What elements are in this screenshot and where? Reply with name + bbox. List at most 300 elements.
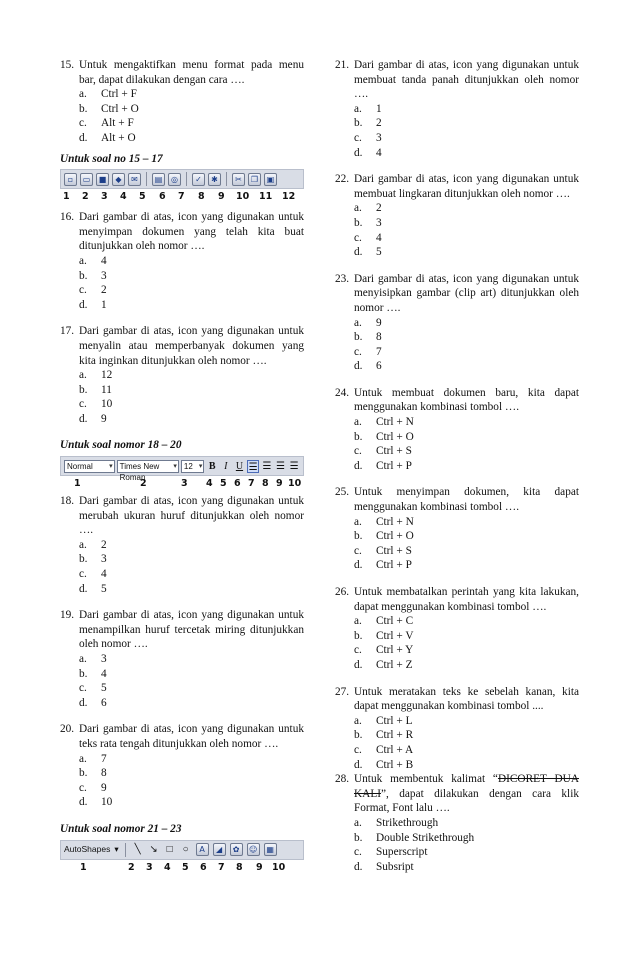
question-number: 23. xyxy=(335,272,350,285)
question-text xyxy=(354,772,579,816)
question-number: 24. xyxy=(335,386,350,399)
number-label: 12 xyxy=(282,191,296,203)
line-icon: ╲ xyxy=(134,844,141,856)
option-letter: c. xyxy=(354,644,362,657)
left-column xyxy=(60,58,304,875)
option-letter: c. xyxy=(79,568,87,581)
option-text: Ctrl + A xyxy=(376,743,414,756)
option-letter: c. xyxy=(79,284,87,297)
option-text: 3 xyxy=(101,653,107,665)
option-a xyxy=(79,368,304,383)
option-c xyxy=(79,397,304,412)
option-text: Ctrl + Z xyxy=(376,658,413,671)
option-text: 3 xyxy=(101,269,107,282)
question-number: 16. xyxy=(60,211,75,224)
option-letter: c. xyxy=(79,781,87,794)
question-number: 21. xyxy=(335,59,350,71)
number-label: 9 xyxy=(218,191,225,203)
question-text: Untuk membuat dokumen baru, kita dapat menggunakan kombinasi tombol …. xyxy=(354,386,579,414)
option-text: 9 xyxy=(101,412,107,425)
option-text: 2 xyxy=(101,538,107,551)
option-c xyxy=(79,283,304,298)
option-text: Strikethrough xyxy=(376,816,439,829)
formatting-toolbar-image xyxy=(60,456,304,482)
number-label: 6 xyxy=(159,191,166,203)
option-letter: b. xyxy=(354,430,363,443)
number-label: 8 xyxy=(236,861,243,873)
question-27 xyxy=(335,685,579,773)
option-c xyxy=(354,345,579,360)
question-number: 22. xyxy=(335,173,350,186)
option-text: 3 xyxy=(376,131,382,144)
option-a xyxy=(354,515,579,530)
option-b xyxy=(79,102,304,117)
question-text: Untuk meratakan teks ke sebelah kanan, kita dapat menggunakan kombinasi tombol .... xyxy=(354,685,579,713)
number-label: 8 xyxy=(198,191,205,203)
option-a xyxy=(354,614,579,629)
option-text: Ctrl + P xyxy=(376,559,412,572)
option-text: Superscript xyxy=(376,846,428,859)
save-disk-icon: ■ xyxy=(96,173,109,186)
option-a xyxy=(354,102,579,117)
section-heading-15-17: Untuk soal no 15 – 17 xyxy=(60,152,163,165)
option-text: Ctrl + S xyxy=(376,445,412,458)
option-b xyxy=(79,383,304,398)
option-text: Ctrl + N xyxy=(376,416,414,429)
toolbar1-number-labels xyxy=(60,189,304,204)
option-b xyxy=(354,728,579,743)
number-label: 7 xyxy=(248,478,255,490)
option-letter: c. xyxy=(354,345,362,358)
options-list xyxy=(354,614,579,672)
option-c xyxy=(79,681,304,696)
rectangle-icon: □ xyxy=(166,844,173,856)
option-text: 5 xyxy=(376,246,382,259)
option-text: Alt + O xyxy=(101,131,136,144)
option-text: Alt + F xyxy=(101,117,134,130)
struck-text: DICORET DUA KALI xyxy=(354,773,579,800)
option-d xyxy=(354,758,579,773)
option-text: 4 xyxy=(101,667,107,680)
number-label: 1 xyxy=(63,191,70,203)
option-c xyxy=(354,845,579,860)
option-c xyxy=(354,131,579,146)
option-a xyxy=(354,816,579,831)
option-text: 9 xyxy=(101,781,107,794)
toolbar-separator xyxy=(146,172,147,186)
option-letter: c. xyxy=(79,682,87,695)
options-list xyxy=(79,652,304,710)
copy-icon: ❐ xyxy=(248,173,261,186)
question-number: 26. xyxy=(335,586,350,598)
options-list xyxy=(354,816,579,874)
option-letter: a. xyxy=(79,254,87,267)
option-text: 4 xyxy=(376,146,382,159)
question-25 xyxy=(335,485,579,573)
option-letter: a. xyxy=(79,369,87,382)
option-c xyxy=(354,743,579,758)
number-label: 10 xyxy=(236,191,250,203)
question-number: 28. xyxy=(335,773,350,786)
option-a xyxy=(354,316,579,331)
open-folder-icon: ▭ xyxy=(80,173,93,186)
option-d xyxy=(79,582,304,597)
option-b xyxy=(79,766,304,781)
paste-icon: ▣ xyxy=(264,173,277,186)
toolbar3-number-labels xyxy=(60,860,304,875)
option-letter: a. xyxy=(354,416,362,429)
option-letter: b. xyxy=(354,831,363,844)
section-heading-18-20: Untuk soal nomor 18 – 20 xyxy=(60,439,182,452)
option-b xyxy=(79,269,304,284)
option-b xyxy=(354,330,579,345)
question-16 xyxy=(60,210,304,312)
option-text: 3 xyxy=(376,216,382,229)
option-letter: d. xyxy=(79,796,88,809)
option-letter: a. xyxy=(79,653,87,665)
option-a xyxy=(79,752,304,767)
option-text: 6 xyxy=(101,696,107,709)
font-dropdown: Times New Roman ▾ xyxy=(117,460,179,473)
option-text: 4 xyxy=(376,231,382,244)
options-list xyxy=(79,752,304,810)
option-c xyxy=(354,544,579,559)
oval-icon: ○ xyxy=(182,844,189,856)
option-letter: c. xyxy=(354,131,362,144)
question-28 xyxy=(335,772,579,874)
section-heading-21-23: Untuk soal nomor 21 – 23 xyxy=(60,822,182,835)
option-text: Ctrl + N xyxy=(376,515,414,528)
question-text: Untuk membatalkan perintah yang kita lakukan, dapat menggunakan kombinasi tombol …. xyxy=(354,586,579,613)
question-number: 15. xyxy=(60,59,75,71)
number-label: 6 xyxy=(200,861,207,873)
option-letter: d. xyxy=(79,582,88,595)
option-b xyxy=(79,552,304,567)
option-text: Ctrl + S xyxy=(376,544,412,557)
print-preview-icon: ◎ xyxy=(168,173,181,186)
question-text: Dari gambar di atas, icon yang digunakan untuk menampilkan huruf tercetak miring ditunjukkan oleh nomor …. xyxy=(79,609,304,651)
bold-icon: B xyxy=(208,460,216,472)
options-list xyxy=(354,102,579,160)
option-letter: a. xyxy=(354,102,362,115)
question-text: Dari gambar di atas, icon yang digunakan untuk merubah ukuran huruf ditunjukkan oleh nomor …. xyxy=(79,495,304,537)
align-left-icon: ☰ xyxy=(248,461,258,473)
option-b xyxy=(354,831,579,846)
option-text: Ctrl + O xyxy=(101,102,139,115)
justify-icon: ☰ xyxy=(289,460,299,472)
question-15 xyxy=(60,58,304,146)
number-label: 3 xyxy=(146,861,153,873)
number-label: 1 xyxy=(80,861,87,873)
number-label: 2 xyxy=(140,478,147,490)
options-list xyxy=(354,316,579,374)
number-label: 7 xyxy=(218,861,225,873)
number-label: 9 xyxy=(276,478,283,490)
question-26 xyxy=(335,585,579,673)
option-letter: d. xyxy=(354,860,363,873)
option-letter: d. xyxy=(354,559,363,572)
wordart-icon: ◢ xyxy=(213,843,226,856)
option-text: Ctrl + B xyxy=(376,758,414,771)
question-number: 25. xyxy=(335,486,350,499)
clip-art-icon: ☺ xyxy=(247,843,260,856)
option-letter: d. xyxy=(354,658,363,671)
options-list xyxy=(354,714,579,772)
option-letter: a. xyxy=(79,88,87,101)
number-label: 1 xyxy=(74,478,81,490)
option-letter: b. xyxy=(354,117,363,130)
option-letter: d. xyxy=(79,298,88,311)
number-label: 9 xyxy=(256,861,263,873)
question-24 xyxy=(335,386,579,474)
option-a xyxy=(79,87,304,102)
number-label: 3 xyxy=(181,478,188,490)
question-text: Dari gambar di atas, icon yang digunakan untuk membuat lingkaran ditunjukkan oleh nomor …. xyxy=(354,173,579,200)
right-column xyxy=(335,58,579,874)
align-right-icon: ☰ xyxy=(276,460,285,472)
options-list xyxy=(79,254,304,312)
options-list xyxy=(354,201,579,259)
option-text: Subsript xyxy=(376,860,414,873)
option-text: 8 xyxy=(101,767,107,780)
spelling-check-icon: ✓ xyxy=(192,173,205,186)
option-d xyxy=(354,245,579,260)
option-letter: c. xyxy=(354,544,362,557)
autoshapes-menu: AutoShapes xyxy=(64,844,111,855)
cut-scissors-icon: ✂ xyxy=(232,173,245,186)
option-letter: b. xyxy=(79,767,88,780)
option-letter: c. xyxy=(79,398,87,411)
number-label: 4 xyxy=(206,478,213,490)
underline-icon: U xyxy=(235,460,244,472)
option-c xyxy=(79,781,304,796)
option-c xyxy=(354,444,579,459)
option-a xyxy=(354,415,579,430)
number-label: 10 xyxy=(272,861,286,873)
question-20 xyxy=(60,722,304,810)
question-17 xyxy=(60,324,304,426)
number-label: 6 xyxy=(234,478,241,490)
option-letter: b. xyxy=(354,530,363,543)
option-b xyxy=(79,667,304,682)
option-b xyxy=(354,216,579,231)
option-text: 8 xyxy=(376,331,382,344)
option-text: 1 xyxy=(376,102,382,115)
option-letter: a. xyxy=(354,316,362,329)
toolbar2-number-labels xyxy=(60,476,304,491)
option-d xyxy=(354,459,579,474)
option-text: 12 xyxy=(101,369,113,382)
italic-icon: I xyxy=(224,460,228,472)
option-d xyxy=(354,359,579,374)
new-document-icon: ▫ xyxy=(64,173,77,186)
option-text: 10 xyxy=(101,796,113,809)
number-label: 2 xyxy=(82,191,89,203)
option-text: Ctrl + O xyxy=(376,430,414,443)
number-label: 4 xyxy=(120,191,127,203)
question-21 xyxy=(335,58,579,160)
option-d xyxy=(354,146,579,161)
toolbar-separator xyxy=(226,172,227,186)
option-text: 5 xyxy=(101,582,107,595)
option-letter: a. xyxy=(79,538,87,551)
number-label: 8 xyxy=(262,478,269,490)
option-b xyxy=(354,116,579,131)
question-text-after: ”, dapat dilakukan dengan cara klik Format, Font lalu …. xyxy=(354,787,579,815)
option-text: Double Strikethrough xyxy=(376,831,475,844)
number-label: 5 xyxy=(139,191,146,203)
option-text: 2 xyxy=(101,284,107,297)
option-text: Ctrl + P xyxy=(376,459,412,472)
question-text: Dari gambar di atas, icon yang digunakan untuk menyisipkan gambar (clip art) ditunjukkan oleh nomor …. xyxy=(354,272,579,314)
option-letter: c. xyxy=(354,743,362,756)
option-text: 4 xyxy=(101,254,107,267)
option-text: 9 xyxy=(376,316,382,329)
option-letter: c. xyxy=(79,117,87,130)
number-label: 5 xyxy=(220,478,227,490)
number-label: 5 xyxy=(182,861,189,873)
option-text: Ctrl + O xyxy=(376,530,414,543)
option-text: 5 xyxy=(101,682,107,695)
option-text: 7 xyxy=(101,752,107,765)
number-label: 4 xyxy=(164,861,171,873)
option-letter: c. xyxy=(354,231,362,244)
question-19 xyxy=(60,608,304,710)
option-letter: a. xyxy=(354,202,362,215)
question-number: 27. xyxy=(335,685,350,698)
option-letter: d. xyxy=(354,146,363,159)
number-label: 7 xyxy=(178,191,185,203)
option-text: Ctrl + V xyxy=(376,629,414,642)
option-d xyxy=(354,860,579,875)
option-text: 2 xyxy=(376,117,382,130)
options-list xyxy=(354,415,579,473)
option-d xyxy=(354,658,579,673)
question-18 xyxy=(60,494,304,596)
option-letter: d. xyxy=(354,246,363,259)
option-c xyxy=(354,231,579,246)
align-center-icon: ☰ xyxy=(262,460,272,472)
option-letter: b. xyxy=(79,667,88,680)
question-text-before: Untuk membentuk kalimat “ xyxy=(354,773,498,786)
option-letter: c. xyxy=(354,445,362,458)
question-number: 20. xyxy=(60,723,75,736)
question-number: 17. xyxy=(60,325,75,338)
option-a xyxy=(79,652,304,667)
option-a xyxy=(79,538,304,553)
question-text: Dari gambar di atas, icon yang digunakan untuk menyimpan dokumen yang telah kita buat ditunjukkan oleh nomor …. xyxy=(79,211,304,253)
arrow-icon: ↘ xyxy=(149,844,158,856)
picture-icon: ▦ xyxy=(264,843,277,856)
text-box-icon: A xyxy=(196,843,209,856)
question-text: Dari gambar di atas, icon yang digunakan untuk menyalin atau memperbanyak dokumen yang kita inginkan ditunjukkan oleh nomor …. xyxy=(79,325,304,367)
option-b xyxy=(354,430,579,445)
option-letter: d. xyxy=(354,459,363,472)
number-label: 2 xyxy=(128,861,135,873)
option-b xyxy=(354,529,579,544)
options-list xyxy=(79,538,304,596)
font-size-dropdown: 12 ▾ xyxy=(181,460,204,473)
option-text: 2 xyxy=(376,202,382,215)
option-text: 7 xyxy=(376,345,382,358)
option-letter: d. xyxy=(79,696,88,709)
option-b xyxy=(354,629,579,644)
option-text: 3 xyxy=(101,553,107,566)
option-text: Ctrl + F xyxy=(101,88,137,101)
standard-toolbar-image xyxy=(60,169,304,189)
option-letter: b. xyxy=(79,553,88,566)
option-c xyxy=(79,116,304,131)
number-label: 11 xyxy=(259,191,273,203)
option-text: 10 xyxy=(101,398,113,411)
question-text: Dari gambar di atas, icon yang digunakan untuk teks rata tengah ditunjukkan oleh nomor …. xyxy=(79,723,304,750)
option-letter: d. xyxy=(354,758,363,771)
option-d xyxy=(79,298,304,313)
option-d xyxy=(79,131,304,146)
option-d xyxy=(354,558,579,573)
option-letter: a. xyxy=(354,714,362,727)
style-dropdown: Normal ▾ xyxy=(64,460,115,473)
print-icon: ▤ xyxy=(152,173,165,186)
question-22 xyxy=(335,172,579,260)
option-letter: d. xyxy=(79,412,88,425)
question-text: Dari gambar di atas, icon yang digunakan untuk membuat tanda panah ditunjukkan oleh nomor …. xyxy=(354,59,579,101)
research-icon: ✱ xyxy=(208,173,221,186)
toolbar-separator xyxy=(186,172,187,186)
option-text: Ctrl + L xyxy=(376,714,413,727)
option-text: 4 xyxy=(101,568,107,581)
option-letter: a. xyxy=(354,615,362,628)
option-letter: a. xyxy=(354,515,362,528)
option-letter: b. xyxy=(79,269,88,282)
drawing-toolbar-image xyxy=(60,840,304,860)
option-d xyxy=(79,696,304,711)
options-list xyxy=(354,515,579,573)
question-text: Untuk menyimpan dokumen, kita dapat menggunakan kombinasi tombol …. xyxy=(354,486,579,514)
options-list xyxy=(79,87,304,145)
option-letter: c. xyxy=(354,846,362,859)
number-label: 10 xyxy=(288,478,302,490)
option-text: 1 xyxy=(101,298,107,311)
option-letter: a. xyxy=(79,752,87,765)
option-letter: b. xyxy=(354,629,363,642)
option-c xyxy=(354,643,579,658)
options-list xyxy=(79,368,304,426)
number-label: 3 xyxy=(101,191,108,203)
option-text: Ctrl + C xyxy=(376,615,414,628)
option-c xyxy=(79,567,304,582)
option-letter: b. xyxy=(354,216,363,229)
option-a xyxy=(354,714,579,729)
chevron-down-icon: ▾ xyxy=(114,844,119,855)
option-letter: d. xyxy=(79,131,88,144)
email-icon: ✉ xyxy=(128,173,141,186)
option-letter: b. xyxy=(79,383,88,396)
option-a xyxy=(354,201,579,216)
option-a xyxy=(79,254,304,269)
question-23 xyxy=(335,272,579,374)
option-text: 11 xyxy=(101,383,112,396)
permission-icon: ◆ xyxy=(112,173,125,186)
option-letter: a. xyxy=(354,816,362,829)
option-d xyxy=(79,412,304,427)
option-d xyxy=(79,795,304,810)
question-text: Untuk mengaktifkan menu format pada menu bar, dapat dilakukan dengan cara …. xyxy=(79,59,304,86)
question-number: 18. xyxy=(60,495,75,508)
option-letter: b. xyxy=(79,102,88,115)
question-number: 19. xyxy=(60,609,75,622)
option-text: Ctrl + Y xyxy=(376,644,414,657)
